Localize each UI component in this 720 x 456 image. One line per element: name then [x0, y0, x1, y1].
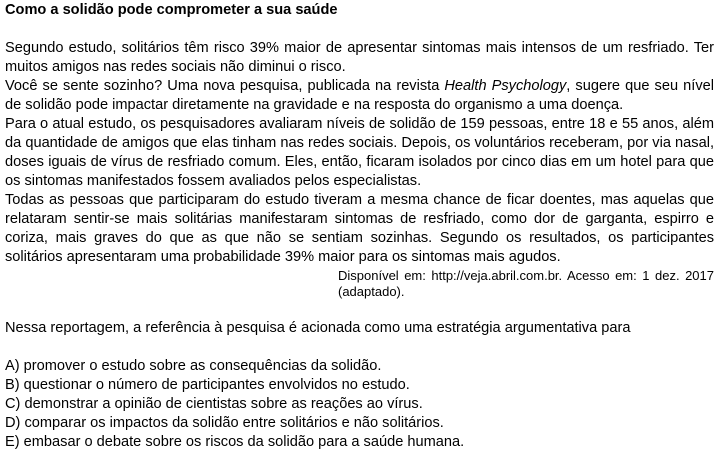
paragraph-question-end: , sugere que seu nível de solidão pode impactar diretamente na gravidade e na resposta do organismo a uma doença.	[5, 78, 714, 113]
option-b[interactable]: B) questionar o número de participantes envolvidos no estudo.	[5, 377, 410, 393]
spacer	[5, 20, 714, 39]
source-citation: Disponível em: http://veja.abril.com.br. Acesso em: 1 dez. 2017 (adaptado).	[338, 268, 714, 299]
option-e[interactable]: E) embasar o debate sobre os riscos da solidão para a saúde humana.	[5, 434, 465, 450]
paragraph-question	[5, 77, 714, 115]
article-title: Como a solidão pode comprometer a sua saúde	[5, 2, 338, 18]
paragraph-results: Todas as pessoas que participaram do estudo tiveram a mesma chance de ficar doentes, mas aquelas que relataram sentir-se mais solitárias manifestaram sintomas de resfriado, como dor de garganta, espirro e coriza, mais graves do que as que não se sentiam sozinhas. Segundo os resultados, os participantes solitários apresentaram uma probabilidade 39% maior para os sintomas mais agudos.	[5, 192, 714, 265]
paragraph-method: Para o atual estudo, os pesquisadores avaliaram níveis de solidão de 159 pessoas, entre 18 e 55 anos, além da quantidade de amigos que elas tinham nas redes sociais. Depois, os voluntários receberam, por via nasal, doses iguais de vírus de resfriado comum. Eles, então, ficaram isolados por cinco dias em um hotel para que os sintomas manifestados fossem avaliados pelos especialistas.	[5, 116, 714, 189]
spacer	[5, 338, 714, 357]
option-c[interactable]: C) demonstrar a opinião de cientistas sobre as reações ao vírus.	[5, 396, 423, 412]
paragraph-question-start: Você se sente sozinho? Uma nova pesquisa, publicada na revista	[5, 78, 445, 94]
journal-name: Health Psychology	[444, 78, 567, 94]
paragraph-intro: Segundo estudo, solitários têm risco 39% maior de apresentar sintomas mais intensos de um resfriado. Ter muitos amigos nas redes sociais não diminui o risco.	[5, 40, 714, 75]
option-a[interactable]: A) promover o estudo sobre as consequências da solidão.	[5, 358, 382, 374]
spacer	[5, 300, 714, 319]
question-stem: Nessa reportagem, a referência à pesquisa é acionada como uma estratégia argumentativa para	[5, 320, 631, 336]
option-d[interactable]: D) comparar os impactos da solidão entre solitários e não solitários.	[5, 415, 444, 431]
answer-options	[5, 357, 714, 452]
